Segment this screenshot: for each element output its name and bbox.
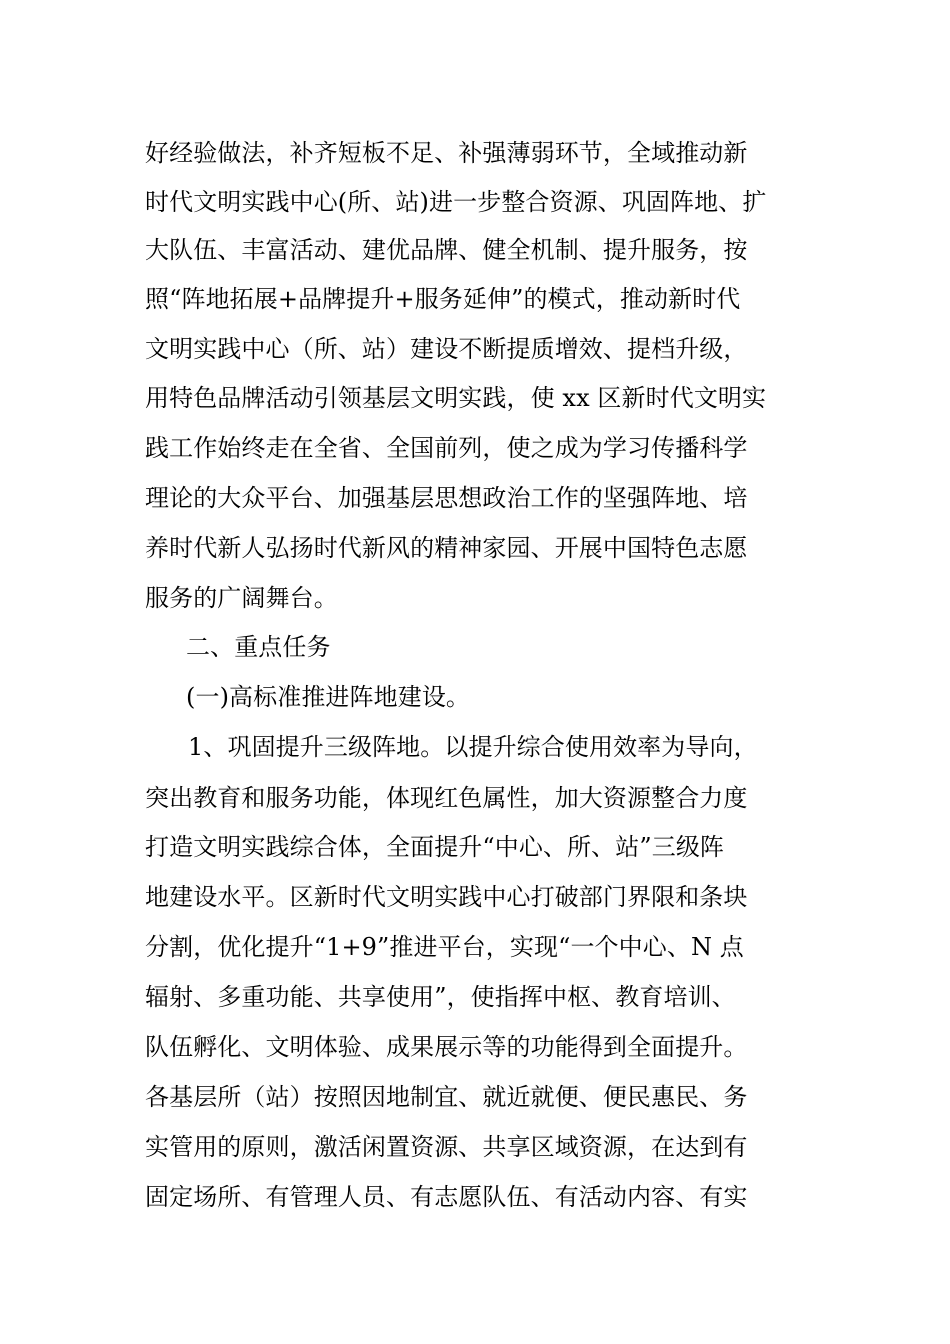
text-line: 地建设水平。区新时代文明实践中心打破部门界限和条块 [145, 883, 748, 911]
text-line: 打造文明实践综合体，全面提升“中心、所、站”三级阵 [145, 833, 725, 861]
section-heading: 二、重点任务 [186, 633, 331, 661]
text-line: 固定场所、有管理人员、有志愿队伍、有活动内容、有实 [145, 1183, 748, 1211]
text-line: 理论的大众平台、加强基层思想政治工作的坚强阵地、培 [145, 484, 748, 512]
text-line: 实管用的原则，激活闲置资源、共享区域资源，在达到有 [145, 1133, 748, 1161]
text-line: 分割，优化提升“1+9”推进平台，实现“一个中心、N 点 [145, 933, 744, 961]
text-line: 突出教育和服务功能，体现红色属性，加大资源整合力度 [145, 784, 748, 812]
text-line: 大队伍、丰富活动、建优品牌、健全机制、提升服务，按 [145, 236, 748, 264]
text-line: 养时代新人弘扬时代新风的精神家园、开展中国特色志愿 [145, 534, 748, 562]
text-line: 各基层所（站）按照因地制宜、就近就便、便民惠民、务 [145, 1083, 748, 1111]
text-line: 文明实践中心（所、站）建设不断提质增效、提档升级， [145, 335, 748, 363]
subsection-heading: (一)高标准推进阵地建设。 [186, 683, 471, 711]
text-line: 1、巩固提升三级阵地。以提升综合使用效率为导向， [188, 733, 758, 761]
text-line: 好经验做法，补齐短板不足、补强薄弱环节，全域推动新 [145, 139, 748, 167]
text-line: 服务的广阔舞台。 [145, 584, 338, 612]
text-line: 照“阵地拓展+品牌提升+服务延伸”的模式，推动新时代 [145, 285, 741, 313]
text-line: 辐射、多重功能、共享使用”，使指挥中枢、教育培训、 [145, 983, 736, 1011]
text-line: 践工作始终走在全省、全国前列，使之成为学习传播科学 [145, 434, 748, 462]
text-line: 队伍孵化、文明体验、成果展示等的功能得到全面提升。 [145, 1033, 748, 1061]
text-line: 时代文明实践中心(所、站)进一步整合资源、巩固阵地、扩 [145, 188, 767, 216]
text-line: 用特色品牌活动引领基层文明实践，使 xx 区新时代文明实 [145, 384, 767, 412]
